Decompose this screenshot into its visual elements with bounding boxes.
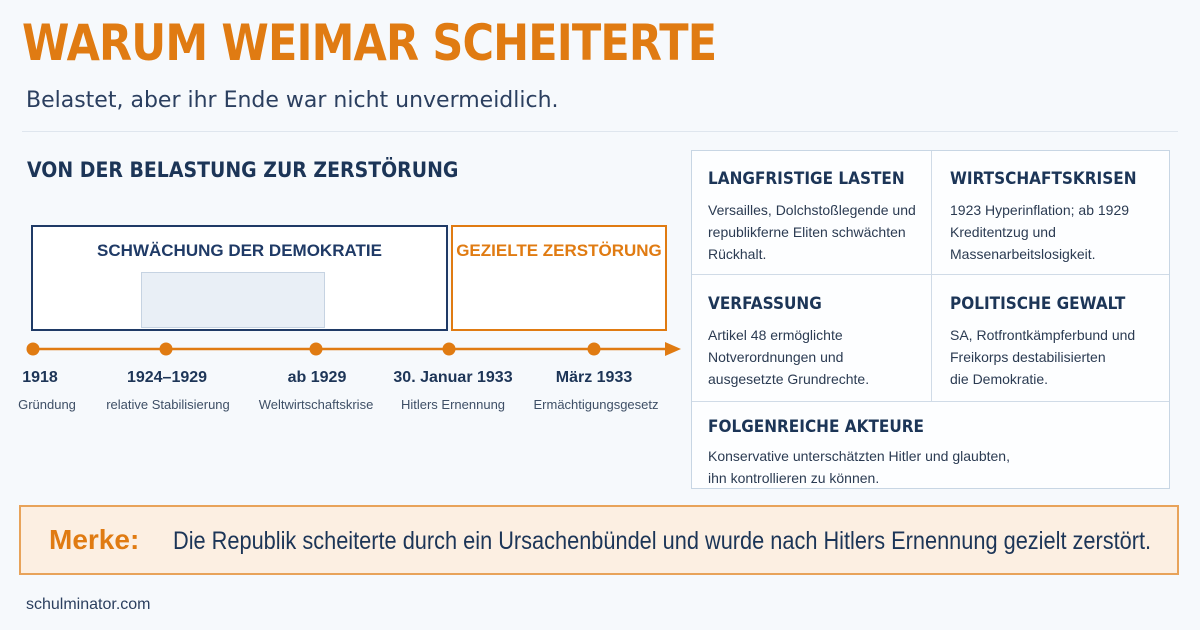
timeline-date-januar-1933: 30. Januar 1933: [393, 369, 513, 386]
merke-box: [19, 505, 1179, 575]
factor-title: VERFASSUNG: [708, 294, 822, 314]
header-divider: [22, 131, 1178, 132]
timeline-heading: VON DER BELASTUNG ZUR ZERSTÖRUNG: [27, 158, 459, 182]
factor-text: SA, Rotfrontkämpferbund und Freikorps destabilisierten die Demokratie.: [950, 327, 1136, 387]
page-title: WARUM WEIMAR SCHEITERTE: [22, 14, 717, 72]
merke-text: Die Republik scheiterte durch ein Ursachenbündel und wurde nach Hitlers Ernennung gezielt zerstört.: [173, 527, 1152, 555]
timeline-dot-ab-1929: [310, 343, 323, 356]
timeline-arrowhead: [665, 342, 681, 356]
stabilization-period-box: [141, 272, 325, 328]
timeline-dot-1924-1929: [160, 343, 173, 356]
timeline-dot-maerz-1933: [588, 343, 601, 356]
merke-label: Merke:: [49, 524, 140, 555]
grid-divider-row-1: [692, 274, 1169, 275]
phase-weakening-box: [31, 225, 448, 331]
grid-divider-vertical: [931, 151, 932, 401]
phase-weakening-label: SCHWÄCHUNG DER DEMOKRATIE: [97, 241, 382, 260]
factor-title: LANGFRISTIGE LASTEN: [708, 169, 905, 189]
factor-title: POLITISCHE GEWALT: [950, 294, 1126, 314]
timeline-date-1918: 1918: [22, 369, 58, 386]
footer-source: schulminator.com: [26, 596, 151, 613]
factor-text: Artikel 48 ermöglichte Notverordnungen und ausgesetzte Grundrechte.: [708, 327, 870, 387]
factor-card-gewalt: [950, 294, 1145, 390]
factor-card-wirtschaft: [950, 169, 1157, 265]
factor-card-lasten: [708, 169, 927, 265]
page-subtitle: Belastet, aber ihr Ende war nicht unvermeidlich.: [26, 88, 559, 113]
timeline-dot-januar-1933: [443, 343, 456, 356]
factor-text: Konservative unterschätzten Hitler und glaubten, ihn kontrollieren zu können.: [708, 448, 1010, 486]
timeline-dot-1918: [27, 343, 40, 356]
phase-destruction-box: [451, 225, 667, 331]
phase-destruction-label: GEZIELTE ZERSTÖRUNG: [456, 241, 662, 260]
timeline-date-maerz-1933: März 1933: [555, 369, 633, 386]
factor-card-akteure: [708, 417, 1010, 489]
timeline-caption-1924-1929: relative Stabilisierung: [106, 397, 230, 412]
timeline-caption-januar-1933: Hitlers Ernennung: [400, 397, 506, 412]
timeline-date-1924-1929: 1924–1929: [126, 369, 208, 386]
factor-title: WIRTSCHAFTSKRISEN: [950, 169, 1137, 189]
timeline-caption-1918: Gründung: [18, 397, 76, 412]
timeline-date-ab-1929: ab 1929: [287, 369, 347, 386]
factor-title: FOLGENREICHE AKTEURE: [708, 417, 925, 437]
timeline-axis: [0, 330, 700, 370]
timeline-caption-maerz-1933: Ermächtigungsgesetz: [533, 397, 659, 412]
factors-grid: [691, 150, 1170, 489]
timeline-caption-ab-1929: Weltwirtschaftskrise: [258, 397, 374, 412]
factor-card-verfassung: [708, 294, 869, 390]
factor-text: Versailles, Dolchstoßlegende und republikferne Eliten schwächten Rückhalt.: [708, 202, 916, 262]
grid-divider-row-2: [692, 401, 1169, 402]
factor-text: 1923 Hyperinflation; ab 1929 Kreditentzug und Massenarbeitslosigkeit.: [950, 202, 1130, 262]
